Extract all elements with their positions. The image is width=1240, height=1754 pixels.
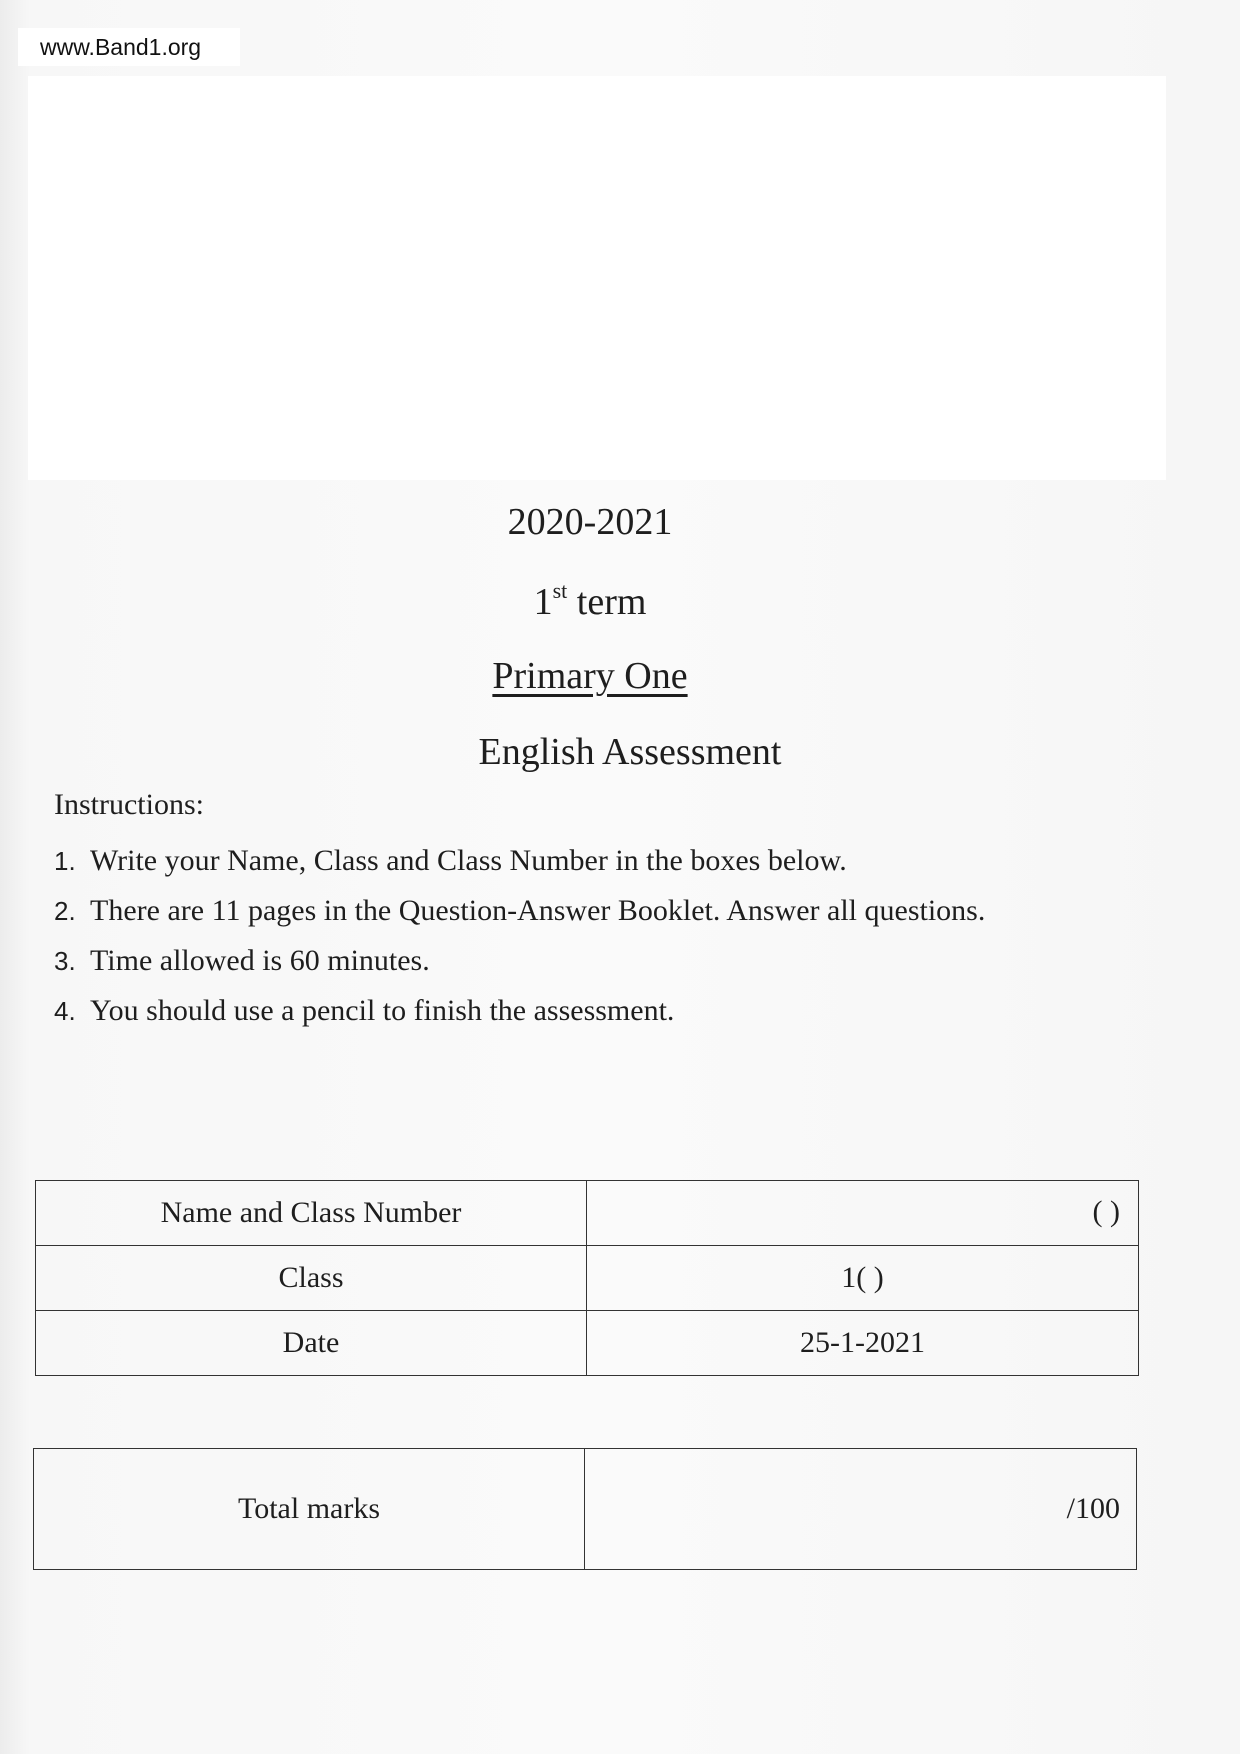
instruction-number: 2. [54,896,76,926]
class-field[interactable]: 1( ) [587,1246,1139,1311]
school-year: 2020-2021 [507,501,673,543]
website-watermark: www.Band1.org [18,28,240,66]
term-label [0,578,1210,624]
term-number: 1 [533,581,553,623]
total-marks-table [33,1448,1137,1570]
total-marks-field[interactable]: /100 [585,1449,1137,1570]
redacted-area [28,76,1166,480]
instruction-item [54,936,985,986]
table-row [34,1449,1137,1570]
instruction-text: Time allowed is 60 minutes. [90,944,430,977]
table-row [36,1246,1139,1311]
date-value: 25-1-2021 [587,1311,1139,1376]
instructions-title: Instructions: [54,788,204,821]
name-class-number-field[interactable] [587,1181,1139,1246]
instruction-text: You should use a pencil to finish the assessment. [90,994,675,1027]
class-number-box: ( ) [1092,1195,1120,1228]
name-class-number-label: Name and Class Number [36,1181,587,1246]
instruction-text: There are 11 pages in the Question-Answer Booklet. Answer all questions. [90,894,986,927]
date-label: Date [36,1311,587,1376]
instruction-item [54,986,985,1036]
instruction-item [54,886,985,936]
term-word: term [576,581,647,623]
instruction-number: 1. [54,846,76,876]
class-label: Class [36,1246,587,1311]
table-row [36,1181,1139,1246]
instruction-text: Write your Name, Class and Class Number in the boxes below. [90,844,847,877]
instruction-number: 4. [54,996,76,1026]
instruction-number: 3. [54,946,76,976]
term-suffix: st [552,578,568,603]
assessment-title: English Assessment [478,731,782,773]
instructions-list [54,836,985,1036]
grade-level: Primary One [492,655,688,697]
student-info-table [35,1180,1139,1376]
table-row [36,1311,1139,1376]
instruction-item [54,836,985,886]
total-marks-label: Total marks [34,1449,585,1570]
